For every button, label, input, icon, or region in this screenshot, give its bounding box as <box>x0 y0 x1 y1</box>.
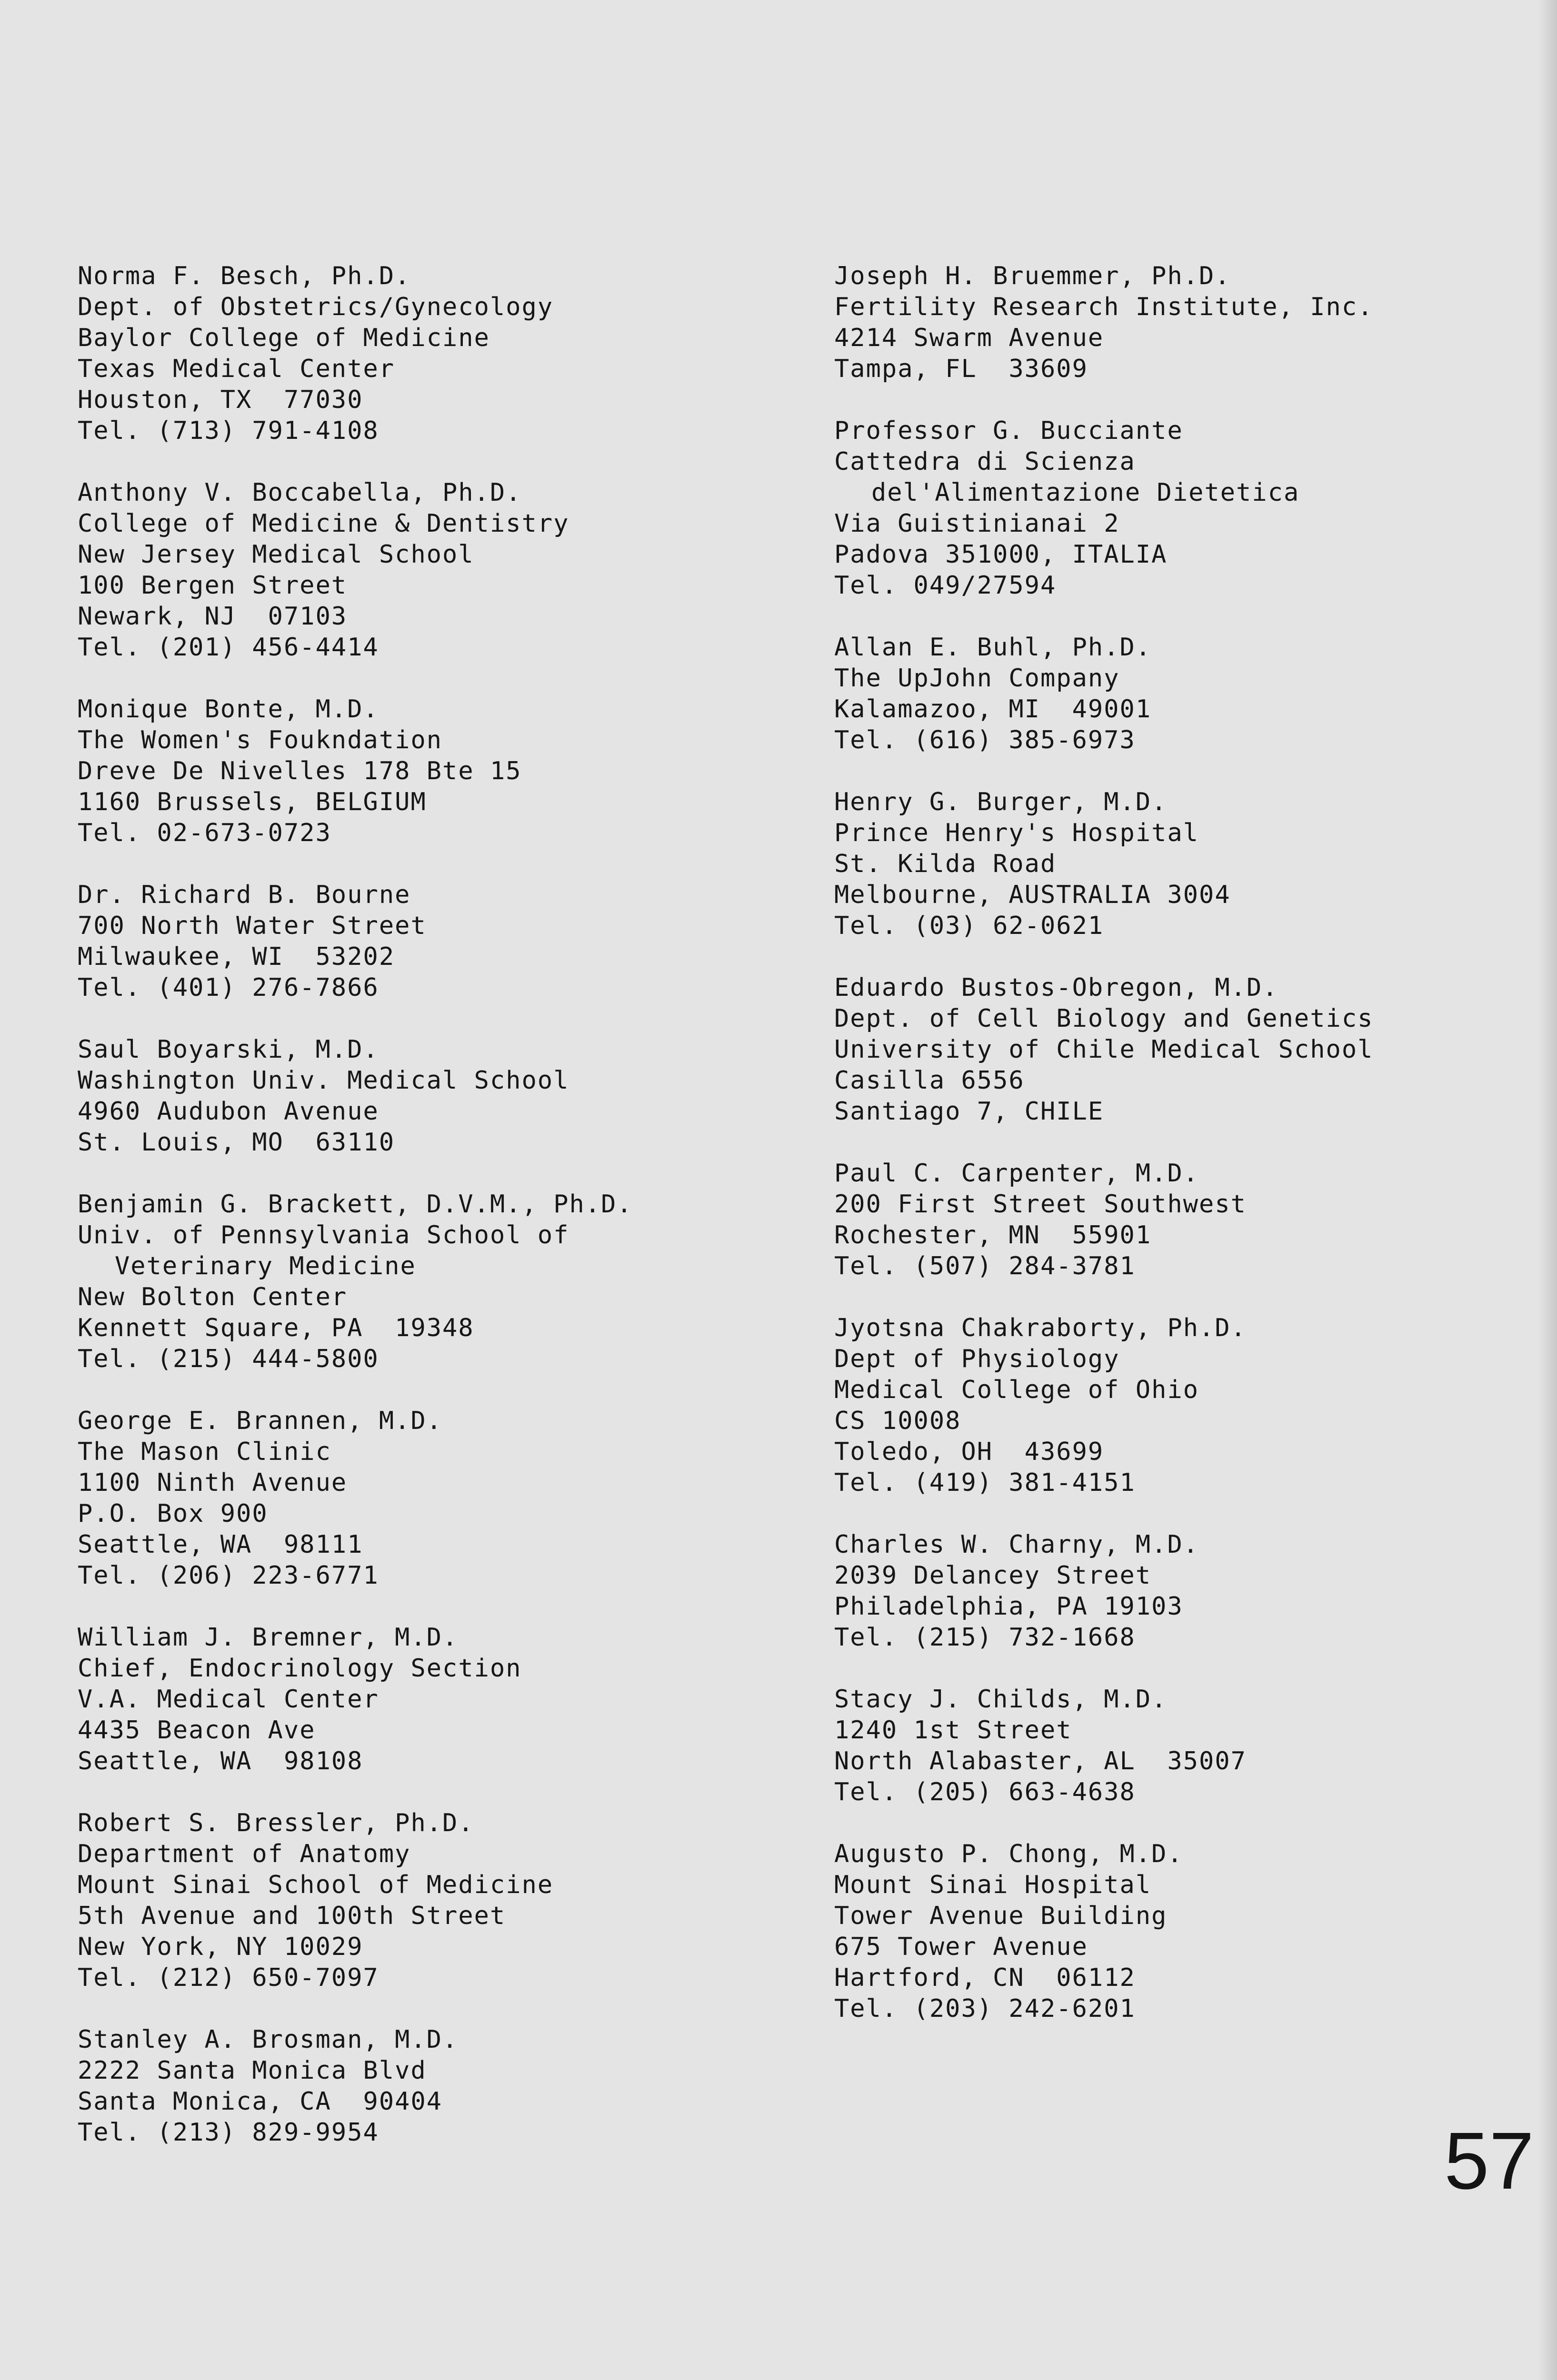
entry-line: Tower Avenue Building <box>834 1902 1168 1930</box>
entry-line: 675 Tower Avenue <box>834 1933 1088 1961</box>
entry-line: Tel. (213) 829-9954 <box>78 2118 379 2147</box>
address-entry <box>78 1406 792 1591</box>
entry-name: Anthony V. Boccabella, Ph.D. <box>78 478 522 507</box>
address-entry <box>834 1684 1548 1808</box>
entry-name: William J. Bremner, M.D. <box>78 1623 459 1652</box>
entry-line: Univ. of Pennsylvania School of <box>78 1221 569 1250</box>
entry-line: Philadelphia, PA 19103 <box>834 1592 1183 1621</box>
address-entry <box>78 2024 792 2148</box>
entry-line: V.A. Medical Center <box>78 1685 379 1714</box>
address-entry <box>78 880 792 1003</box>
entry-name: George E. Brannen, M.D. <box>78 1407 443 1435</box>
entry-line: Tel. 049/27594 <box>834 571 1057 600</box>
entry-line: Rochester, MN 55901 <box>834 1221 1152 1250</box>
entry-line: St. Louis, MO 63110 <box>78 1128 395 1157</box>
address-entry <box>78 1034 792 1158</box>
entry-line: Mount Sinai Hospital <box>834 1871 1152 1899</box>
entry-name: Robert S. Bressler, Ph.D. <box>78 1809 474 1837</box>
address-entry <box>834 261 1548 385</box>
entry-name: Joseph H. Bruemmer, Ph.D. <box>834 262 1231 290</box>
entry-line: New Bolton Center <box>78 1283 348 1311</box>
entry-line: Via Guistinianai 2 <box>834 509 1120 538</box>
address-entry <box>834 972 1548 1127</box>
address-entry <box>834 787 1548 942</box>
entry-line: Medical College of Ohio <box>834 1376 1199 1404</box>
entry-name: Henry G. Burger, M.D. <box>834 788 1168 816</box>
entry-name: Norma F. Besch, Ph.D. <box>78 262 411 290</box>
directory-column-right <box>834 261 1548 2055</box>
entry-line: Tel. (205) 663-4638 <box>834 1778 1136 1806</box>
entry-line: Dept. of Obstetrics/Gynecology <box>78 293 554 321</box>
entry-name: Augusto P. Chong, M.D. <box>834 1840 1183 1868</box>
entry-line: Hartford, CN 06112 <box>834 1964 1136 1992</box>
address-entry <box>834 1158 1548 1282</box>
entry-line: Tel. (201) 456-4414 <box>78 633 379 662</box>
entry-name: Allan E. Buhl, Ph.D. <box>834 633 1152 662</box>
entry-name: Eduardo Bustos-Obregon, M.D. <box>834 973 1278 1002</box>
entry-line: Dreve De Nivelles 178 Bte 15 <box>78 757 522 785</box>
address-entry <box>78 261 792 446</box>
entry-line: Veterinary Medicine <box>115 1252 416 1280</box>
entry-line: Padova 351000, ITALIA <box>834 540 1168 569</box>
entry-name: Jyotsna Chakraborty, Ph.D. <box>834 1314 1247 1342</box>
entry-line: Baylor College of Medicine <box>78 324 490 352</box>
entry-name: Monique Bonte, M.D. <box>78 695 379 724</box>
entry-line: Tel. (212) 650-7097 <box>78 1964 379 1992</box>
entry-line: Tel. (713) 791-4108 <box>78 416 379 445</box>
entry-line: CS 10008 <box>834 1407 961 1435</box>
entry-line: Newark, NJ 07103 <box>78 602 348 631</box>
address-entry <box>78 1189 792 1375</box>
address-entry <box>78 1622 792 1777</box>
entry-name: Benjamin G. Brackett, D.V.M., Ph.D. <box>78 1190 633 1219</box>
entry-line: St. Kilda Road <box>834 850 1057 878</box>
entry-line: Tel. (03) 62-0621 <box>834 912 1104 940</box>
entry-line: Tampa, FL 33609 <box>834 355 1088 383</box>
address-entry <box>78 1808 792 1993</box>
entry-line: Tel. (507) 284-3781 <box>834 1252 1136 1280</box>
entry-line: 4960 Audubon Avenue <box>78 1097 379 1126</box>
entry-line: The Mason Clinic <box>78 1438 331 1466</box>
entry-line: Tel. (419) 381-4151 <box>834 1468 1136 1497</box>
entry-line: Santa Monica, CA 90404 <box>78 2087 443 2116</box>
entry-line: Kalamazoo, MI 49001 <box>834 695 1152 724</box>
entry-line: 2039 Delancey Street <box>834 1561 1152 1590</box>
address-entry <box>78 477 792 663</box>
entry-line: University of Chile Medical School <box>834 1035 1374 1064</box>
address-entry <box>834 1839 1548 2024</box>
entry-name: Stanley A. Brosman, M.D. <box>78 2025 459 2054</box>
entry-line: New Jersey Medical School <box>78 540 474 569</box>
entry-line: 5th Avenue and 100th Street <box>78 1902 506 1930</box>
address-entry <box>834 1529 1548 1653</box>
entry-line: Cattedra di Scienza <box>834 447 1136 476</box>
entry-line: Washington Univ. Medical School <box>78 1066 569 1095</box>
address-entry <box>834 632 1548 756</box>
entry-line: 100 Bergen Street <box>78 571 348 600</box>
entry-line: Tel. (401) 276-7866 <box>78 973 379 1002</box>
entry-line: Texas Medical Center <box>78 355 395 383</box>
entry-line: Dept of Physiology <box>834 1345 1120 1373</box>
entry-line: P.O. Box 900 <box>78 1499 268 1528</box>
entry-name: Dr. Richard B. Bourne <box>78 881 411 909</box>
address-entry <box>78 694 792 849</box>
entry-line: Tel. (616) 385-6973 <box>834 726 1136 754</box>
entry-line: Dept. of Cell Biology and Genetics <box>834 1004 1374 1033</box>
entry-line: College of Medicine & Dentistry <box>78 509 569 538</box>
entry-name: Professor G. Bucciante <box>834 416 1183 445</box>
entry-name: Paul C. Carpenter, M.D. <box>834 1159 1199 1188</box>
entry-line: 1240 1st Street <box>834 1716 1072 1745</box>
entry-line: Santiago 7, CHILE <box>834 1097 1104 1126</box>
address-entry <box>834 1313 1548 1498</box>
entry-line: New York, NY 10029 <box>78 1933 363 1961</box>
entry-line: Tel. (206) 223-6771 <box>78 1561 379 1590</box>
entry-line: Mount Sinai School of Medicine <box>78 1871 554 1899</box>
entry-line: Casilla 6556 <box>834 1066 1025 1095</box>
entry-line: Tel. (215) 732-1668 <box>834 1623 1136 1652</box>
directory-column-left <box>78 261 792 2179</box>
entry-name: Stacy J. Childs, M.D. <box>834 1685 1168 1714</box>
entry-line: 200 First Street Southwest <box>834 1190 1247 1219</box>
entry-line: Milwaukee, WI 53202 <box>78 942 395 971</box>
entry-line: 700 North Water Street <box>78 912 427 940</box>
entry-line: 1100 Ninth Avenue <box>78 1468 348 1497</box>
entry-line: Houston, TX 77030 <box>78 386 363 414</box>
entry-line: Seattle, WA 98108 <box>78 1747 363 1775</box>
entry-line: Seattle, WA 98111 <box>78 1530 363 1559</box>
entry-line: Fertility Research Institute, Inc. <box>834 293 1374 321</box>
entry-line: The Women's Foukndation <box>78 726 443 754</box>
entry-line: Toledo, OH 43699 <box>834 1438 1104 1466</box>
entry-line: Tel. (215) 444-5800 <box>78 1345 379 1373</box>
entry-line: Chief, Endocrinology Section <box>78 1654 522 1683</box>
entry-line: del'Alimentazione Dietetica <box>871 478 1300 507</box>
entry-line: 1160 Brussels, BELGIUM <box>78 788 427 816</box>
entry-line: Melbourne, AUSTRALIA 3004 <box>834 881 1231 909</box>
entry-name: Charles W. Charny, M.D. <box>834 1530 1199 1559</box>
entry-name: Saul Boyarski, M.D. <box>78 1035 379 1064</box>
entry-line: Tel. 02-673-0723 <box>78 819 331 847</box>
page-number: 57 <box>1444 2116 1534 2206</box>
address-entry <box>834 416 1548 601</box>
entry-line: Tel. (203) 242-6201 <box>834 1994 1136 2023</box>
entry-line: North Alabaster, AL 35007 <box>834 1747 1247 1775</box>
entry-line: 4214 Swarm Avenue <box>834 324 1104 352</box>
entry-line: 2222 Santa Monica Blvd <box>78 2056 427 2085</box>
entry-line: 4435 Beacon Ave <box>78 1716 316 1745</box>
entry-line: The UpJohn Company <box>834 664 1120 693</box>
entry-line: Kennett Square, PA 19348 <box>78 1314 474 1342</box>
entry-line: Department of Anatomy <box>78 1840 411 1868</box>
entry-line: Prince Henry's Hospital <box>834 819 1199 847</box>
